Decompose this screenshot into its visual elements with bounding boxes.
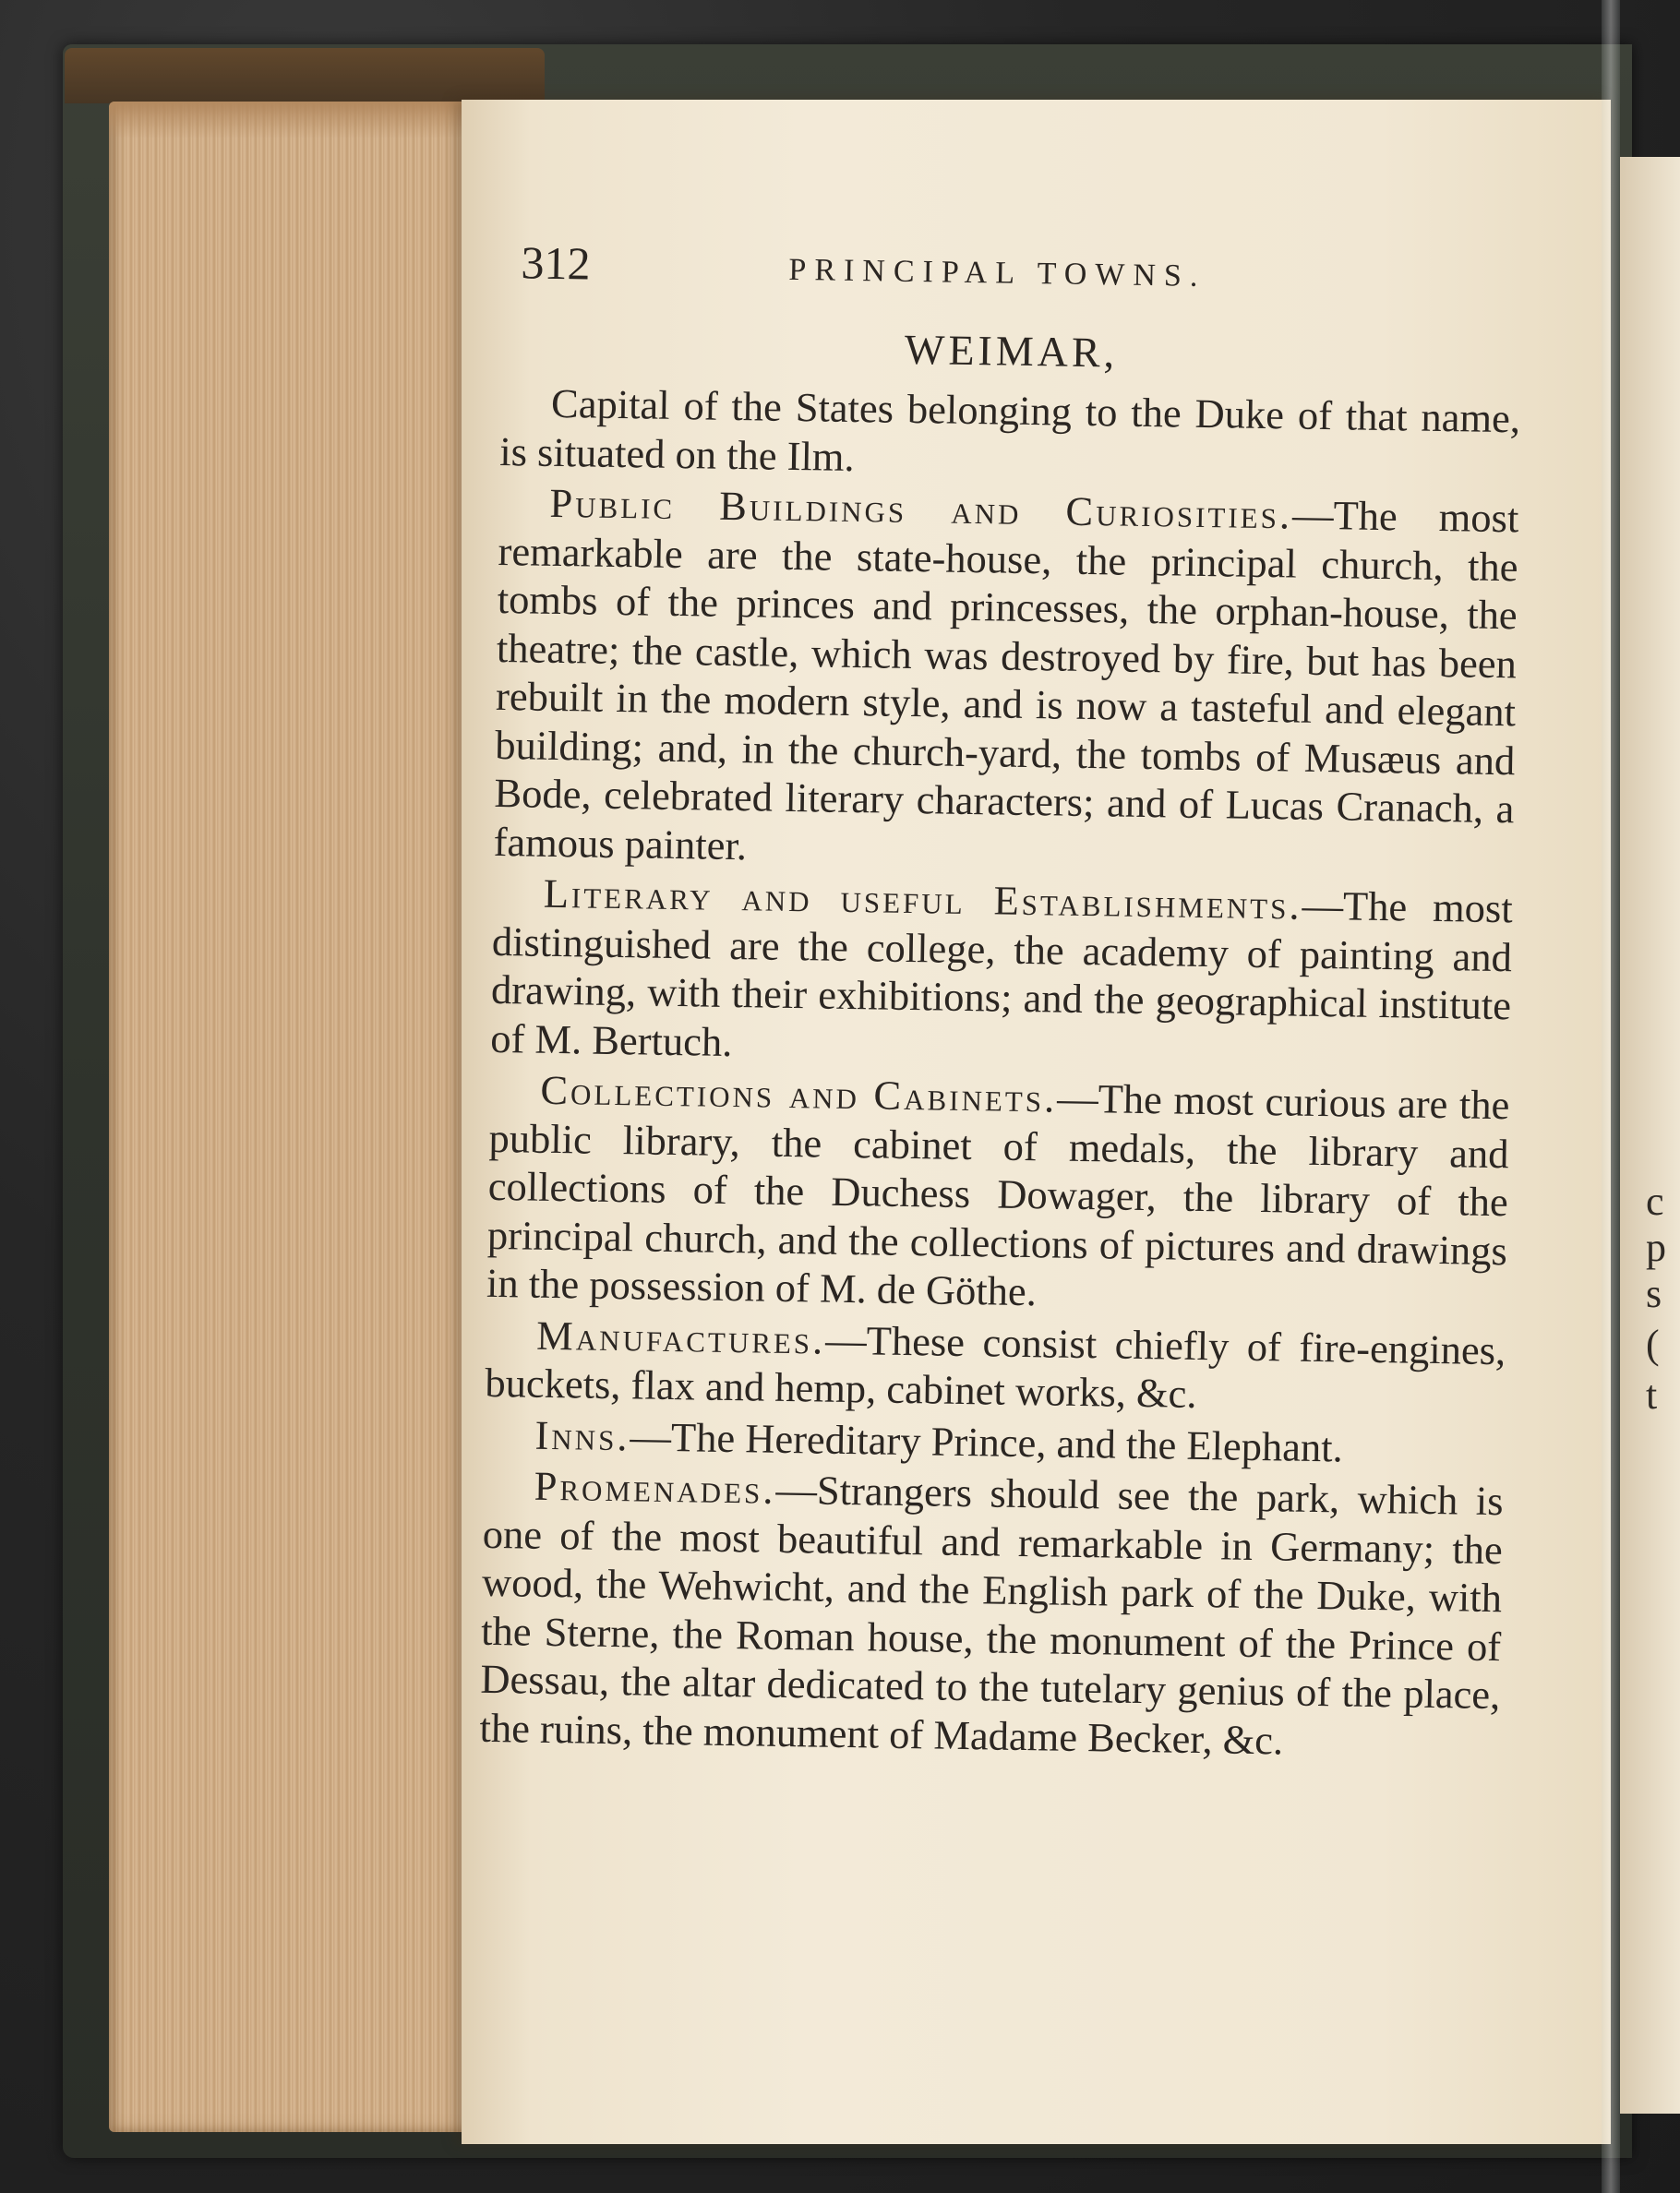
entry-collections	[486, 1065, 1510, 1324]
entry-heading: Public Buildings and Curiosities.	[549, 479, 1293, 538]
section-title: WEIMAR,	[904, 325, 1119, 377]
page-edges-shadow	[109, 102, 497, 138]
entry-heading: Collections and Cabinets.	[540, 1066, 1058, 1121]
entry-heading: Manufactures.	[535, 1312, 826, 1363]
entry-text: —The most distinguished are the college, the academy of painting and drawing, with their exhibitions; and the geographical institute of M. Bertuch.	[489, 881, 1514, 1065]
entry-heading: Promenades.	[534, 1462, 776, 1513]
facing-page-sliver	[1620, 157, 1680, 2114]
facing-page-letter: (	[1646, 1322, 1660, 1367]
entry-text: —These consist chiefly of fire-engines, buckets, flax and hemp, cabinet works, &c.	[485, 1316, 1506, 1417]
running-head: PRINCIPAL TOWNS.	[788, 252, 1206, 294]
entry-heading: Inns.	[534, 1411, 630, 1459]
entry-text: —The Hereditary Prince, and the Elephant.	[630, 1412, 1344, 1470]
entry-text: —Strangers should see the park, which is one of the most beautiful and remarkable in Germany; the wood, the Wehwicht, and the English park of the Duke, with the Sterne, the Roman house, the monument of the Prince of Dessau, the altar dedicated to the tutelary genius of the place, the ruins, the monument of Madame Becker, &c.	[479, 1466, 1504, 1763]
glass-plate-edge	[1602, 0, 1620, 2193]
page-text	[479, 235, 1523, 1770]
page-number: 312	[521, 236, 591, 290]
facing-page-letter: t	[1646, 1372, 1658, 1418]
entry-manufactures	[485, 1310, 1506, 1422]
entry-public-buildings	[493, 478, 1518, 881]
facing-page-letter: s	[1646, 1271, 1662, 1316]
entry-literary-establishments	[490, 869, 1513, 1078]
page-edges	[109, 102, 497, 2132]
facing-page-letter: c	[1646, 1179, 1664, 1224]
entry-promenades	[479, 1461, 1504, 1768]
entry-text: —The most remarkable are the state-house, the principal church, the tombs of the princes and princesses, the orphan-house, the theatre; the castle, which was destroyed by fire, but has been rebuilt in the modern style, and is now a tasteful and elegant building; and, in the church-yard, the tombs of Musæus and Bode, celebrated literary characters; and of Lucas Cranach, a famous painter.	[493, 491, 1519, 869]
cover-worn-edge	[65, 48, 545, 103]
intro-paragraph: Capital of the States belonging to the Duke of that name, is situated on the Ilm.	[498, 379, 1521, 480]
facing-page-letter: p	[1646, 1225, 1666, 1270]
entry-heading: Literary and useful Establishments.	[543, 869, 1302, 929]
entry-text: —The most curious are the public library, the cabinet of medals, the library and collections of the Duchess Dowager, the library of the principal church, and the collections of pictures and drawings in the possession of M. de Göthe.	[486, 1074, 1510, 1315]
